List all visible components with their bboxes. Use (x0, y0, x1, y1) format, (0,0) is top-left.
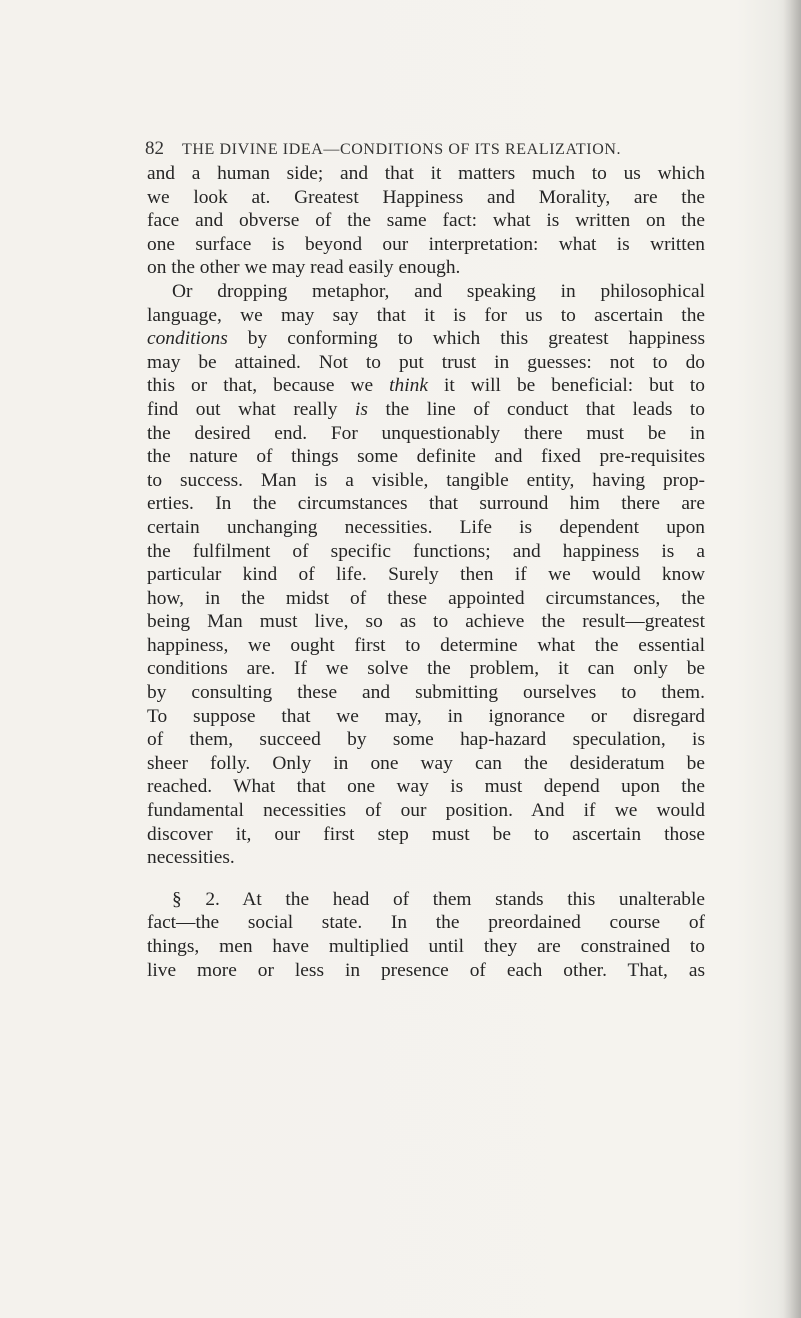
text-line: on the other we may read easily enough. (147, 257, 461, 279)
text-line: conditions are. If we solve the problem, it can only be (147, 658, 705, 680)
text-line: the fulfilment of specific functions; and happiness is a (147, 540, 705, 562)
text-line: by consulting these and submitting ourselves to them. (147, 682, 705, 704)
text-line: reached. What that one way is must depend upon the (147, 776, 705, 798)
text-line: fundamental necessities of our position. And if we would (147, 800, 705, 822)
text-line: Or dropping metaphor, and speaking in philosophical (172, 280, 705, 302)
text-line: the nature of things some definite and fixed pre-requisites (147, 446, 705, 468)
text-line: things, men have multiplied until they are constrained to (147, 936, 705, 957)
text-line: sheer folly. Only in one way can the desideratum be (147, 752, 705, 774)
text-line: certain unchanging necessities. Life is dependent upon (147, 516, 705, 538)
running-title: THE DIVINE IDEA—CONDITIONS OF ITS REALIZATION. (182, 141, 622, 158)
text-line: conditions by conforming to which this greatest happiness (147, 328, 705, 350)
text-line: happiness, we ought first to determine what the essential (147, 634, 705, 656)
text-line: how, in the midst of these appointed circumstances, the (147, 587, 705, 609)
text-line: may be attained. Not to put trust in guesses: not to do (147, 351, 705, 373)
text-line: fact—the social state. In the preordained course of (147, 912, 705, 934)
section-2-opening-line: § 2. At the head of them stands this unalterable (172, 888, 705, 910)
running-head (145, 138, 705, 160)
text-line: the desired end. For unquestionably there must be in (147, 422, 705, 444)
text-line: being Man must live, so as to achieve the result—greatest (147, 611, 705, 633)
text-line: to success. Man is a visible, tangible entity, having prop- (147, 469, 705, 491)
text-line: of them, succeed by some hap-hazard speculation, is (147, 729, 705, 751)
body-text (147, 162, 705, 982)
text-line: discover it, our first step must be to ascertain those (147, 823, 705, 845)
text-line: this or that, because we think it will be beneficial: but to (147, 375, 705, 397)
text-line: To suppose that we may, in ignorance or disregard (147, 705, 705, 727)
paragraph-gap (147, 870, 705, 888)
text-line: particular kind of life. Surely then if we would know (147, 564, 705, 586)
text-line: find out what really is the line of conduct that leads to (147, 398, 705, 420)
text-line: language, we may say that it is for us to ascertain the (147, 304, 705, 326)
page-number: 82 (145, 138, 164, 159)
text-line: and a human side; and that it matters much to us which (147, 163, 705, 184)
text-line: erties. In the circumstances that surround him there are (147, 493, 705, 515)
text-line: face and obverse of the same fact: what is written on the (147, 210, 705, 232)
text-line: live more or less in presence of each other. That, as (147, 959, 705, 981)
text-line: one surface is beyond our interpretation: what is written (147, 233, 705, 255)
text-line: necessities. (147, 847, 235, 869)
page-edge-shadow (783, 0, 801, 1318)
text-line: we look at. Greatest Happiness and Morality, are the (147, 186, 705, 208)
